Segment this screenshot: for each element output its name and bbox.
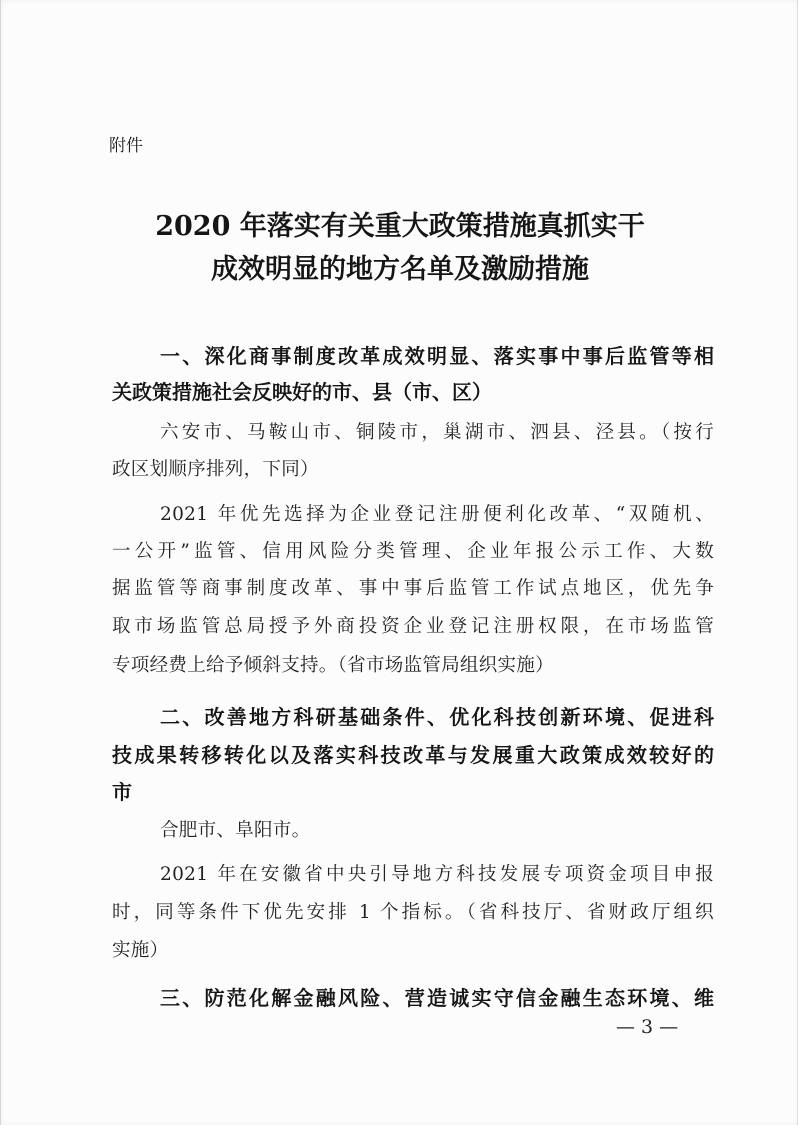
section-1-measure-line-5: 专项经费上给予倾斜支持。（省市场监管局组织实施） xyxy=(112,655,554,676)
section-2-measure-line-3: 实施） xyxy=(112,940,169,961)
attachment-label: 附件 xyxy=(109,136,143,156)
section-1-measure-line-2: 一公开”监管、信用风险分类管理、企业年报公示工作、大数 xyxy=(112,541,714,562)
section-2-list-line-1: 合肥市、阜阳市。 xyxy=(160,820,311,841)
document-title-line-2: 成效明显的地方名单及激励措施 xyxy=(211,254,589,285)
section-1-heading-line-1: 一、深化商事制度改革成效明显、落实事中事后监管等相 xyxy=(160,344,714,368)
section-2-heading-line-3: 市 xyxy=(112,780,132,804)
document-title-line-1: 2020 年落实有关重大政策措施真抓实干 xyxy=(155,211,645,242)
section-2-measure-line-1: 2021 年在安徽省中央引导地方科技发展专项资金项目申报 xyxy=(160,864,714,885)
section-1-measure-line-4: 取市场监管总局授予外商投资企业登记注册权限，在市场监管 xyxy=(112,616,714,637)
section-2-measure-line-2: 时，同等条件下优先安排 1 个指标。（省科技厅、省财政厅组织 xyxy=(112,902,714,923)
section-3-heading-line-1: 三、防范化解金融风险、营造诚实守信金融生态环境、维 xyxy=(160,986,714,1010)
page-number: — 3 — xyxy=(616,1016,679,1038)
section-1-list-line-1: 六安市、马鞍山市、铜陵市，巢湖市、泗县、泾县。（按行 xyxy=(160,422,714,443)
section-2-heading-line-2: 技成果转移转化以及落实科技改革与发展重大政策成效较好的 xyxy=(112,743,714,767)
section-1-measure-line-1: 2021 年优先选择为企业登记注册便利化改革、“双随机、 xyxy=(160,504,714,525)
section-2-heading-line-1: 二、改善地方科研基础条件、优化科技创新环境、促进科 xyxy=(160,705,714,729)
section-1-measure-line-3: 据监管等商事制度改革、事中事后监管工作试点地区，优先争 xyxy=(112,578,714,599)
section-1-heading-line-2: 关政策措施社会反映好的市、县（市、区） xyxy=(112,380,492,404)
section-1-list-line-2: 政区划顺序排列，下同） xyxy=(112,459,319,480)
